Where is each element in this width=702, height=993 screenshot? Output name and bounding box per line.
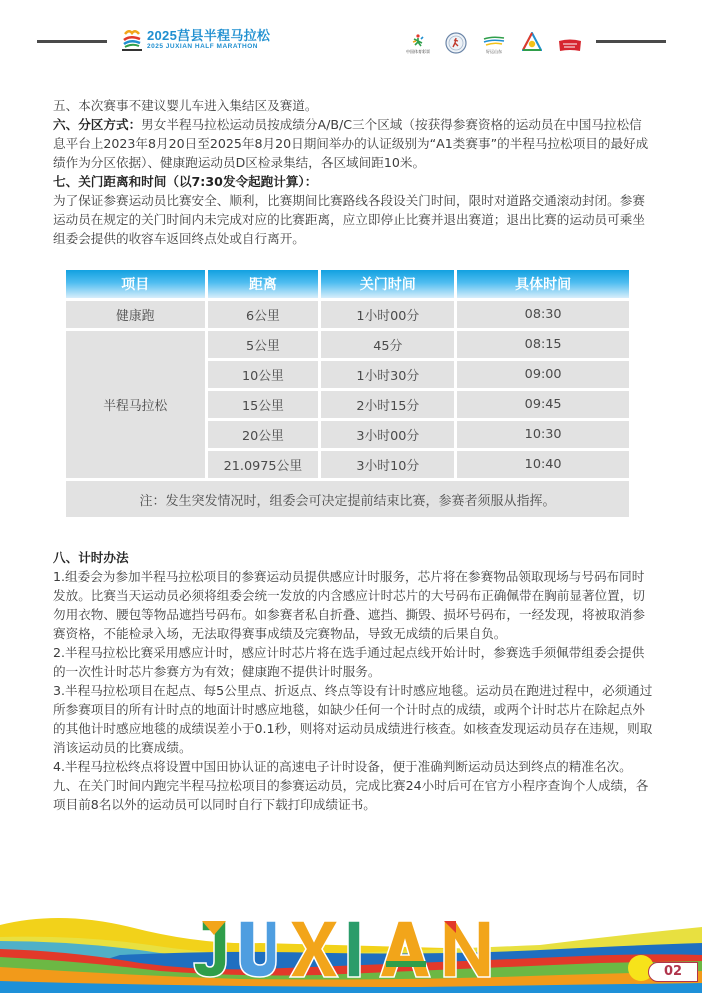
cutoff-cell: 45分 [321,331,454,358]
section-8-title: 八、计时办法 [53,550,129,565]
brand-subtitle: 2025 JUXIAN HALF MARATHON [147,43,258,50]
table-note-row [66,481,629,517]
column-header-distance: 距离 [208,270,319,298]
sponsor-caption: 中国体育彩票 [406,49,430,54]
section-8-para-2: 2.半程马拉松比赛采用感应计时，感应计时芯片将在选手通过起点线开始计时，参赛选手须佩带组委会提供的一次性计时芯片参赛方为有效；健康跑不提供计时服务。 [53,645,645,679]
time-cell: 08:15 [457,331,629,358]
page-number: 02 [648,962,698,982]
footer-banner [0,905,702,993]
cutoff-cell: 2小时15分 [321,391,454,418]
time-cell: 09:00 [457,361,629,388]
event-cell: 健康跑 [66,301,205,328]
document-body [53,96,653,248]
section-7-text: 为了保证参赛运动员比赛安全、顺利，比赛期间比赛路线各段设关门时间，限时对道路交通滚动封闭。参赛运动员在规定的关门时间内未完成对应的比赛距离，应立即停止比赛并退出赛道；退出比赛的运动员可乘坐组委会提供的收容车返回终点处或自行离开。 [53,193,645,246]
cutoff-cell: 3小时10分 [321,451,454,478]
column-header-time: 具体时间 [457,270,629,298]
event-logo-icon [121,28,143,52]
table-row [66,301,629,328]
header-rule-right [596,40,666,43]
brand-title: 2025莒县半程马拉松 [147,28,271,43]
athletics-association-icon [443,28,469,54]
haoyun-shandong-icon [481,28,507,54]
sports-shandong-icon [519,28,545,54]
distance-cell: 20公里 [208,421,319,448]
section-9: 九、在关门时间内跑完半程马拉松项目的参赛运动员，完成比赛24小时后可在官方小程序查询个人成绩，各项目前8名以外的运动员可以同时自行下载打印成绩证书。 [53,778,649,812]
section-6 [53,115,653,172]
juxian-banner-word [190,919,520,979]
time-cell: 10:30 [457,421,629,448]
distance-cell: 6公里 [208,301,319,328]
cutoff-table [66,270,635,520]
sponsor-red-icon [557,28,583,54]
cutoff-cell: 3小时00分 [321,421,454,448]
distance-cell: 5公里 [208,331,319,358]
section-8-para-1: 1.组委会为参加半程马拉松项目的参赛运动员提供感应计时服务，芯片将在参赛物品领取现场与号码布同时发放。比赛当天运动员必须将组委会统一发放的内含感应计时芯片的大号码布正确佩带在胸前显著位置，切勿用衣物、腰包等物品遮挡号码布。如参赛者私自折叠、遮挡、撕毁、损坏号码布，一经发现，将被取消参赛资格，不能检录入场，无法取得赛事成绩及完赛物品，导致无成绩的后果自负。 [53,569,645,641]
time-cell: 08:30 [457,301,629,328]
header-rule-left [37,40,107,43]
distance-cell: 10公里 [208,361,319,388]
table-note: 注：发生突发情况时，组委会可决定提前结束比赛，参赛者须服从指挥。 [66,481,629,517]
section-6-label: 六、分区方式： [53,117,142,132]
distance-cell: 15公里 [208,391,319,418]
time-cell: 09:45 [457,391,629,418]
table-header-row [66,270,629,298]
time-cell: 10:40 [457,451,629,478]
sports-lottery-icon [405,28,431,54]
column-header-cutoff: 关门时间 [321,270,454,298]
event-cell: 半程马拉松 [66,331,205,478]
sponsor-logos [405,28,583,54]
section-8-para-4: 4.半程马拉松终点将设置中国田协认证的高速电子计时设备，便于准确判断运动员达到终点的精准名次。 [53,759,632,774]
sponsor-caption: 好运山东 [486,49,502,54]
section-8-para-3: 3.半程马拉松项目在起点、每5公里点、折返点、终点等设有计时感应地毯。运动员在跑进过程中，必须通过所参赛项目的所有计时点的地面计时感应地毯，如缺少任何一个计时点的成绩，或两个计时芯片在除起点外的其他计时感应地毯的成绩误差小于0.1秒，则将对运动员成绩进行核查。如核查发现运动员存在违规，则取消该运动员的比赛成绩。 [53,683,653,755]
event-brand [121,28,270,52]
distance-cell: 21.0975公里 [208,451,319,478]
table-row [66,331,629,358]
document-body-lower [53,548,653,814]
cutoff-cell: 1小时30分 [321,361,454,388]
section-5: 五、本次赛事不建议婴儿车进入集结区及赛道。 [53,98,318,113]
cutoff-cell: 1小时00分 [321,301,454,328]
section-7-title: 七、关门距离和时间（以7:30发令起跑计算）： [53,174,318,189]
column-header-event: 项目 [66,270,205,298]
section-6-text: 男女半程马拉松运动员按成绩分A/B/C三个区域（按获得参赛资格的运动员在中国马拉松信息平台上2023年8月20日至2025年8月20日期间举办的认证级别为“A1类赛事”的半程马拉松项目的最好成绩作为分区依据）、健康跑运动员D区检录集结，各区域间距10米。 [53,117,649,170]
